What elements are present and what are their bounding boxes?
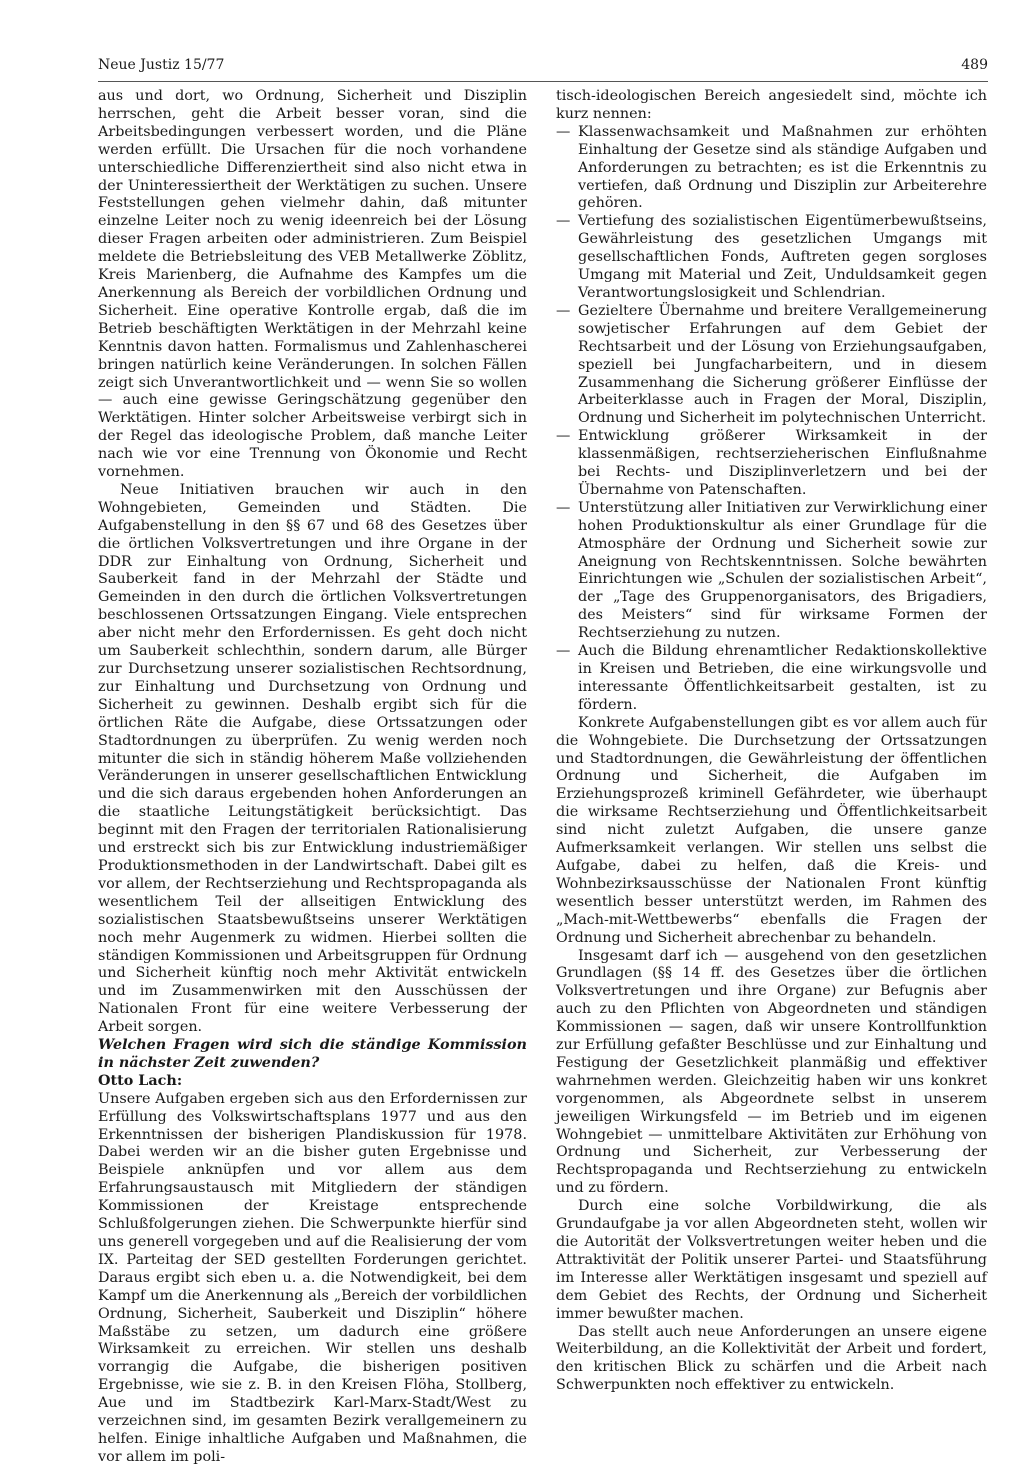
dash-bullet: — xyxy=(556,428,571,445)
journal-issue: Neue Justiz 15/77 xyxy=(98,57,225,73)
list-item: — Gezieltere Übernahme und breitere Verallgemeinerung sowjetischer Erfahrungen auf dem Gebiet der Rechtsarbeit und der Lösung von Erziehungsaufgaben, speziell bei Jungfacharbeitern, und in diesem Zusammenhang die Sicherung größerer Einflüsse der Arbeiterklasse auch in Fragen der Moral, Disziplin, Ordnung und Sicherheit im polytechnischen Unterricht. xyxy=(556,302,987,427)
dash-bullet: — xyxy=(556,499,571,516)
right-paragraph-3: Durch eine solche Vorbildwirkung, die als Grundaufgabe ja vor allen Abgeordneten steht, wollen wir die Autorität der Volksvertretungen weiter heben und die Attraktivität der Politik unserer Partei- und Staatsführung im Interesse aller Werktätigen insgesamt und speziell auf dem Gebiet des Rechts, der Ordnung und Sicherheit immer bewußter machen. xyxy=(556,1198,987,1322)
dash-bullet: — xyxy=(556,123,571,140)
speaker-name: Otto Lach: xyxy=(98,1072,183,1089)
dash-bullet: — xyxy=(556,302,571,319)
list-item: — Entwicklung größerer Wirksamkeit in der klassenmäßigen, rechtserzieherischen Einflußnahme bei Rechts- und Disziplinverletzern und bei der Übernahme von Patenschaften. xyxy=(556,428,987,498)
dash-bullet: — xyxy=(556,213,571,230)
task-list xyxy=(556,124,987,715)
page-number: 489 xyxy=(961,57,988,73)
right-paragraph-2: Insgesamt darf ich — ausgehend von den gesetzlichen Grundlagen (§§ 14 ff. des Gesetzes über die örtlichen Volksvertretungen und ihre Organe) zur Befugnis aber auch zu den Pflichten von Abgeordneten und ständigen Kommissionen — sagen, daß wir unsere Kontrollfunktion zur Erfüllung gefaßter Beschlüsse und zur Einhaltung und Festigung der Gesetzlichkeit planmäßig und effektiver wahrnehmen werden. Gleichzeitig haben wir uns konkret vorgenommen, als Abgeordnete selbst in unserem jeweiligen Wirkungsfeld — im Betrieb und im eigenen Wohngebiet — unmittelbare Aktivitäten zur Erhöhung von Ordnung und Sicherheit, zur Verbesserung der Rechtspropaganda und Rechtserziehung zu entwickeln und zu fördern. xyxy=(556,947,987,1197)
left-paragraph-2: Neue Initiativen brauchen wir auch in den Wohngebieten, Gemeinden und Städten. Die Aufgabenstellung in den §§ 67 und 68 des Gesetzes über die örtlichen Volksvertretungen und ihre Organe in der DDR zur Einhaltung von Ordnung, Sicherheit und Sauberkeit fand in der Mehrzahl der Städte und Gemeinden in den durch die örtlichen Volksvertretungen beschlossenen Ortssatzungen Eingang. Viele entsprechen aber nicht mehr den Erfordernissen. Es geht doch nicht um Sauberkeit schlechthin, sondern darum, alle Bürger zur Durchsetzung unserer sozialistischen Rechtsordnung, zur Einhaltung und Durchsetzung von Ordnung und Sicherheit zu gewinnen. Deshalb ergibt sich für die örtlichen Räte die Aufgabe, diese Ortssatzungen oder Stadtordnungen zu überprüfen. Zu wenig werden noch mitunter die sich in ständig höherem Maße vollziehenden Veränderungen in unserer gesellschaftlichen Entwicklung und die sich daraus ergebenden hohen Anforderungen an die staatliche Leitungstätigkeit berücksichtigt. Das beginnt mit den Fragen der territorialen Rationalisierung und erstreckt sich bis zur Entwicklung industriemäßiger Produktionsmethoden in der Landwirtschaft. Dabei gilt es vor allem, der Rechtserziehung und Rechtspropaganda als wesentlichem Teil der allseitigen Entwicklung des sozialistischen Staatsbewußtseins unserer Werktätigen noch mehr Augenmerk zu widmen. Hierbei sollten die ständigen Kommissionen und Arbeitsgruppen für Ordnung und Sicherheit künftig noch mehr Aktivität entwickeln und im Zusammenwirken mit den Ausschüssen der Nationalen Front für eine weitere Verbesserung der Arbeit sorgen. xyxy=(98,481,527,1036)
list-item: — Auch die Bildung ehrenamtlicher Redaktionskollektive in Kreisen und Betrieben, die eine wirkungsvolle und interessante Öffentlichkeitsarbeit gestalten, ist zu fördern. xyxy=(556,643,987,713)
left-paragraph-3: Unsere Aufgaben ergeben sich aus den Erfordernissen zur Erfüllung des Volkswirtschaftsplans 1977 und aus den Erkenntnissen der bisherigen Plandiskussion für 1978. Dabei werden wir an die bisher guten Ergebnisse und Beispiele anknüpfen und vor allem aus dem Erfahrungsaustausch mit Mitgliedern der ständigen Kommissionen der Kreistage entsprechende Schlußfolgerungen ziehen. Die Schwerpunkte hierfür sind uns generell vorgegeben und auf die Realisierung der vom IX. Parteitag der SED gestellten Forderungen gerichtet. Daraus ergibt sich eben u. a. die Notwendigkeit, bei dem Kampf um die Anerkennung als „Bereich der vorbildlichen Ordnung, Sicherheit, Sauberkeit und Disziplin“ höhere Maßstäbe zu setzen, um dadurch eine größere Wirksamkeit zu erreichen. Wir stellen uns deshalb vorrangig die Aufgabe, die bisherigen positiven Ergebnisse, wie sie z. B. in den Kreisen Flöha, Stollberg, Aue und im Stadtbezirk Karl-Marx-Stadt/West zu verzeichnen sind, im gesamten Bezirk verallgemeinern zu helfen. Einige inhaltliche Aufgaben und Maßnahmen, die vor allem im poli- xyxy=(98,1090,527,1465)
list-item: — Unterstützung aller Initiativen zur Verwirklichung einer hohen Produktionskultur als einer Grundlage für die Atmosphäre der Ordnung und Sicherheit sowie zur Aneignung von Rechtskenntnissen. Solche bewährten Einrichtungen wie „Schulen der sozialistischen Arbeit“, der „Tage des Gruppenorganisators, des Brigadiers, des Meisters“ sind für wirksame Formen der Rechtserziehung zu nutzen. xyxy=(556,499,987,642)
page-header xyxy=(98,55,988,82)
right-paragraph-4: Das stellt auch neue Anforderungen an unsere eigene Weiterbildung, an die Kollektivität der Arbeit und fordert, den kritischen Blick zu schärfen und die Arbeit nach Schwerpunkten noch effektiver zu entwickeln. xyxy=(556,1323,987,1394)
right-column xyxy=(556,88,987,1395)
interview-question: Welchen Fragen wird sich die ständige Kommission in nächster Zeit zuwenden? xyxy=(98,1037,527,1071)
list-item: — Vertiefung des sozialistischen Eigentümerbewußtseins, Gewährleistung des gesetzlichen Umgangs mit gesellschaftlichen Fonds, Auftreten gegen sorgloses Umgang mit Material und Zeit, Unduldsamkeit gegen Verantwortungslosigkeit und Schlendrian. xyxy=(556,213,987,301)
left-paragraph-1: aus und dort, wo Ordnung, Sicherheit und Disziplin herrschen, geht die Arbeit besser voran, sind die Arbeitsbedingungen verbessert worden, und die Pläne werden erfüllt. Die Ursachen für die noch vorhandene unterschiedliche Differenziertheit sind also nicht etwa in der Uninteressiertheit der Werktätigen zu suchen. Unsere Feststellungen gehen vielmehr dahin, daß mitunter einzelne Leiter noch zu wenig ideenreich bei der Lösung dieser Fragen arbeiten oder administrieren. Zum Beispiel meldete die Betriebsleitung des VEB Metallwerke Zöblitz, Kreis Marienberg, die Aufnahme des Kampfes um die Anerkennung als Bereich der vorbildlichen Ordnung und Sicherheit. Eine operative Kontrolle ergab, daß die im Betrieb beschäftigten Werktätigen in der Mehrzahl keine Kenntnis davon hatten. Formalismus und Zahlenhascherei bringen natürlich keine Veränderungen. In solchen Fällen zeigt sich Unverantwortlichkeit und — wenn Sie so wollen — auch eine gewisse Geringschätzung gegenüber den Werktätigen. Hinter solcher Arbeitsweise verbirgt sich in der Regel das ideologische Problem, daß manche Leiter nach wie vor eine Trennung von Ökonomie und Recht vornehmen. xyxy=(98,88,527,481)
list-item: — Klassenwachsamkeit und Maßnahmen zur erhöhten Einhaltung der Gesetze sind als ständige Aufgaben und Anforderungen zu betrachten; es ist die Erkenntnis zu vertiefen, daß Ordnung und Disziplin zur Arbeiterehre gehören. xyxy=(556,123,987,212)
left-column xyxy=(98,88,527,1467)
dash-bullet: — xyxy=(556,643,571,660)
list-intro: tisch-ideologischen Bereich angesiedelt sind, möchte ich kurz nennen: xyxy=(556,88,987,122)
right-paragraph-1: Konkrete Aufgabenstellungen gibt es vor allem auch für die Wohngebiete. Die Durchsetzung der Ortssatzungen und Stadtordnungen, die Gewährleistung der öffentlichen Ordnung und Sicherheit, die Aufgaben im Erziehungsprozeß kriminell Gefährdeter, wie überhaupt die wirksame Rechtserziehung und Öffentlichkeitsarbeit sind nicht zuletzt Aufgaben, die unsere ganze Aufmerksamkeit verlangen. Wir stellen uns selbst die Aufgabe, dabei zu helfen, daß die Kreis- und Wohnbezirksausschüsse der Nationalen Front künftig wesentlich besser unterstützt werden, im Rahmen des „Mach-mit-Wettbewerbs“ ebenfalls die Fragen der Ordnung und Sicherheit abrechenbar zu behandeln. xyxy=(556,714,987,946)
